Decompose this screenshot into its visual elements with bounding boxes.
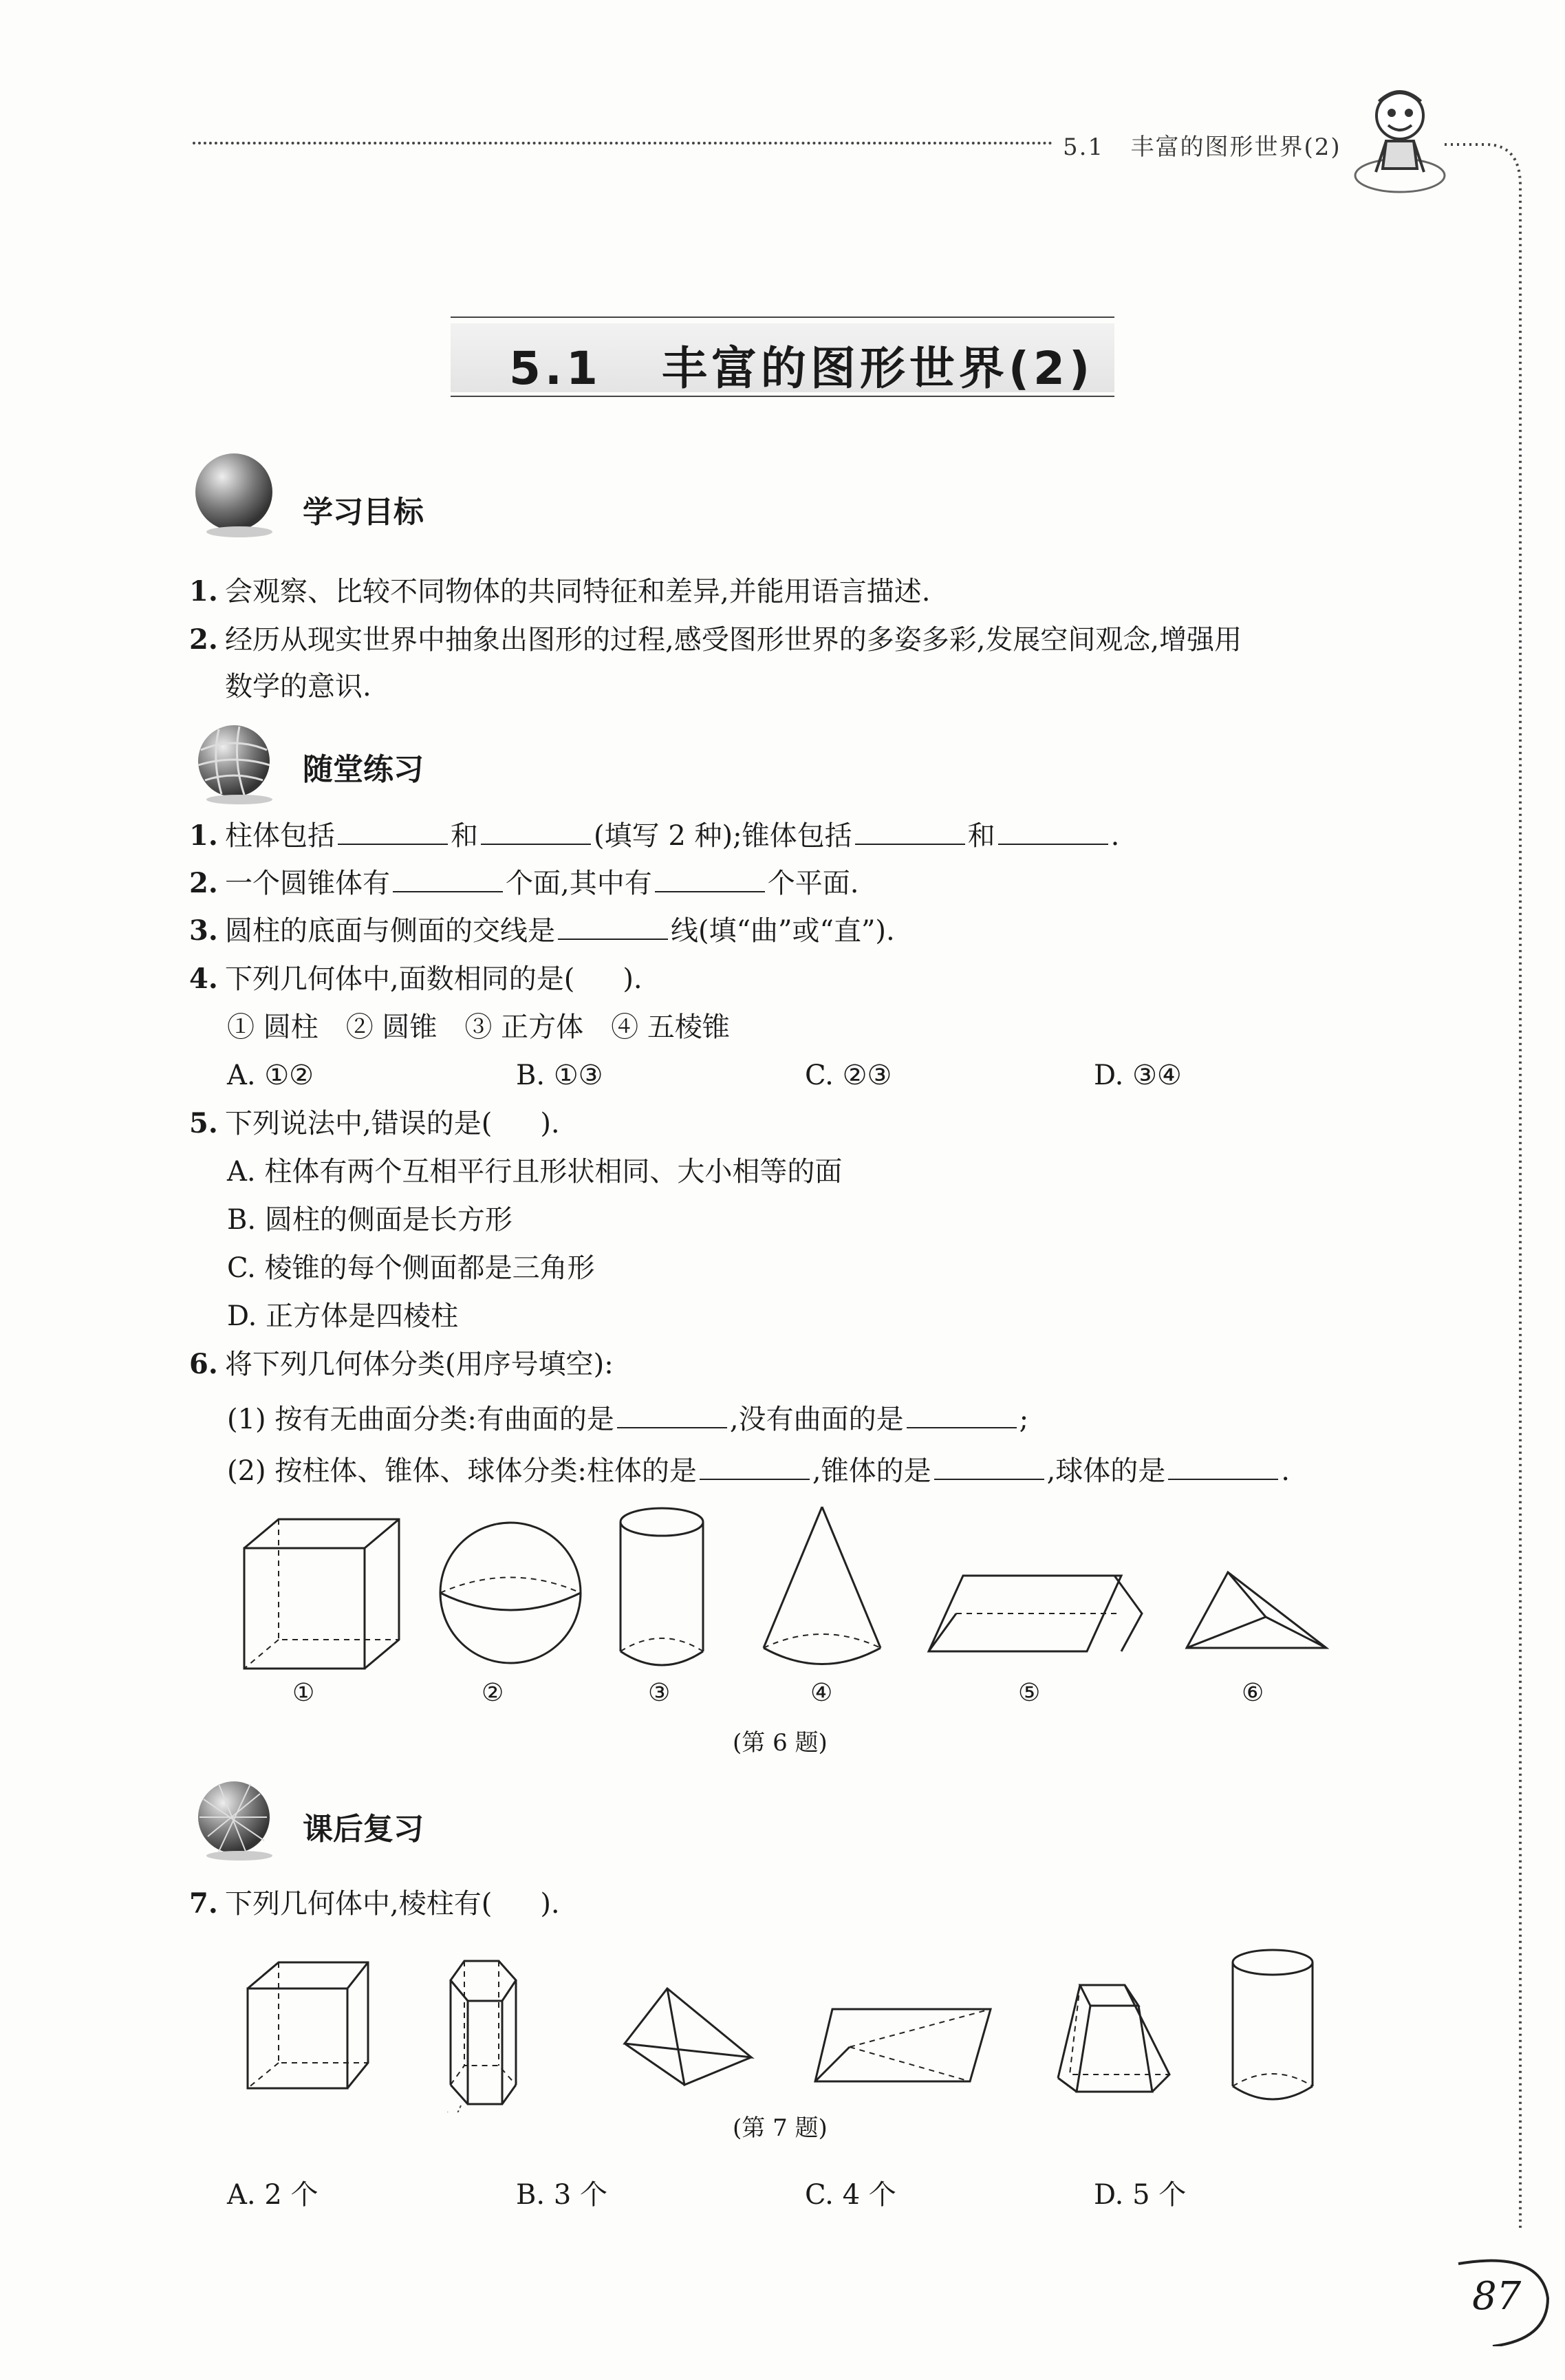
q6-p2-text-d: .	[1281, 1455, 1291, 1487]
q6-p1-blank-1[interactable]	[617, 1400, 727, 1428]
q6-triangular-pyramid	[1187, 1572, 1326, 1648]
q2-blank-1[interactable]	[393, 864, 503, 892]
q4-option-d[interactable]: D. ③④	[1094, 1060, 1182, 1091]
q6-label-5: ⑤	[1018, 1679, 1041, 1707]
q6-p1-text-b: ,没有曲面的是	[729, 1404, 904, 1435]
q6-p2-text-b: ,锥体的是	[812, 1455, 931, 1487]
q2-text-a: 一个圆锥体有	[225, 868, 390, 899]
q6-label-6: ⑥	[1242, 1679, 1264, 1707]
q1-blank-1[interactable]	[338, 816, 448, 845]
globe-icon	[191, 451, 281, 540]
q5-stem-end: ).	[540, 1108, 560, 1139]
q6-label-1: ①	[292, 1679, 315, 1707]
q6-label-2: ②	[482, 1679, 504, 1707]
q3-text-a: 圆柱的底面与侧面的交线是	[225, 915, 555, 947]
q1-text-a: 柱体包括	[225, 820, 335, 852]
question-4	[189, 958, 643, 1000]
question-6	[189, 1344, 614, 1385]
q6-cube	[244, 1519, 399, 1669]
q6-p2-blank-1[interactable]	[700, 1451, 810, 1480]
q7-caption: (第 7 题)	[733, 2114, 828, 2142]
q4-number: 4.	[189, 963, 218, 995]
q7-option-b[interactable]: B. 3 个	[516, 2179, 607, 2211]
goal-item-1	[189, 571, 930, 612]
question-1	[189, 815, 1119, 857]
q6-stem: 将下列几何体分类(用序号填空):	[225, 1349, 614, 1380]
question-5	[189, 1103, 560, 1144]
goal-2-number: 2.	[189, 623, 218, 656]
q1-blank-4[interactable]	[998, 816, 1108, 845]
q5-option-c[interactable]: C. 棱锥的每个侧面都是三角形	[227, 1252, 595, 1284]
question-7	[189, 1883, 560, 1925]
header-section-title: 丰富的图形世界(2)	[1130, 133, 1341, 161]
q3-blank-1[interactable]	[558, 911, 668, 940]
globe-mesh-icon	[191, 1779, 281, 1861]
q2-text-b: 个面,其中有	[506, 868, 652, 899]
goal-item-2	[189, 619, 1242, 661]
q7-option-c[interactable]: C. 4 个	[805, 2179, 896, 2211]
q7-cube	[248, 1962, 368, 2088]
q5-option-a[interactable]: A. 柱体有两个互相平行且形状相同、大小相等的面	[227, 1156, 843, 1188]
q1-text-b: 和	[451, 820, 478, 852]
page-title	[509, 332, 1094, 397]
goal-1-number: 1.	[189, 575, 218, 608]
q1-text-e: .	[1110, 820, 1120, 852]
header-section-number: 5.1	[1063, 133, 1105, 161]
title-rule-top	[451, 317, 1114, 318]
q4-option-a[interactable]: A. ①②	[227, 1060, 314, 1091]
q2-number: 2.	[189, 867, 218, 899]
q6-triangular-prism	[929, 1576, 1142, 1651]
q6-label-4: ④	[810, 1679, 833, 1707]
q6-caption: (第 6 题)	[733, 1729, 828, 1757]
q7-hexagonal-prism	[447, 1961, 516, 2112]
q6-number: 6.	[189, 1348, 218, 1380]
q7-stem-end: ).	[540, 1888, 560, 1920]
q4-items: ① 圆柱 ② 圆锥 ③ 正方体 ④ 五棱锥	[227, 1011, 730, 1043]
section-review-label: 课后复习	[303, 1812, 424, 1847]
q2-blank-2[interactable]	[655, 864, 765, 892]
title-rule-bottom	[451, 396, 1114, 397]
q6-sphere	[440, 1523, 581, 1663]
q7-number: 7.	[189, 1887, 218, 1920]
q6-p2-blank-3[interactable]	[1168, 1451, 1278, 1480]
q1-number: 1.	[189, 819, 218, 852]
q7-triangular-prism	[815, 2009, 991, 2081]
q6-p1-blank-2[interactable]	[907, 1400, 1017, 1428]
q1-text-d: 和	[967, 820, 995, 852]
q1-text-c: (填写 2 种);锥体包括	[594, 820, 852, 852]
q3-text-b: 线(填“曲”或“直”).	[671, 915, 895, 947]
q7-frustum	[1058, 1985, 1169, 2092]
page-title-text: 丰富的图形世界(2)	[661, 342, 1094, 395]
q7-option-a[interactable]: A. 2 个	[227, 2179, 319, 2211]
header-running-title	[1063, 128, 1341, 162]
q4-option-b[interactable]: B. ①③	[516, 1060, 603, 1091]
q5-stem: 下列说法中,错误的是(	[225, 1108, 493, 1139]
q4-stem-end: ).	[623, 963, 643, 995]
q6-label-3: ③	[648, 1679, 671, 1707]
q6-cone	[764, 1507, 881, 1664]
page-title-number: 5.1	[509, 342, 602, 395]
section-practice-label: 随堂练习	[303, 752, 424, 787]
q6-figures	[227, 1500, 1362, 1679]
q7-option-d[interactable]: D. 5 个	[1094, 2179, 1187, 2211]
header-dotted-curve	[1445, 131, 1534, 2264]
q7-stem: 下列几何体中,棱柱有(	[225, 1888, 493, 1920]
q6-part-1	[227, 1399, 1028, 1440]
header-dotted-rule	[193, 142, 1053, 144]
q4-stem: 下列几何体中,面数相同的是(	[225, 963, 575, 995]
q5-option-d[interactable]: D. 正方体是四棱柱	[227, 1300, 459, 1332]
q6-part-2	[227, 1450, 1290, 1492]
q6-p1-text-c: ;	[1019, 1404, 1029, 1435]
q6-p2-text-c: ,球体的是	[1046, 1455, 1166, 1487]
q3-number: 3.	[189, 914, 218, 947]
goal-2-text: 经历从现实世界中抽象出图形的过程,感受图形世界的多姿多彩,发展空间观念,增强用	[225, 624, 1242, 656]
q6-p1-text-a: (1) 按有无曲面分类:有曲面的是	[227, 1404, 614, 1435]
page-number: 87	[1472, 2274, 1522, 2319]
q1-blank-3[interactable]	[855, 816, 965, 845]
q5-option-b[interactable]: B. 圆柱的侧面是长方形	[227, 1204, 512, 1236]
q7-figures	[227, 1940, 1362, 2112]
mascot-icon	[1348, 83, 1451, 200]
goal-1-text: 会观察、比较不同物体的共同特征和差异,并能用语言描述.	[225, 576, 931, 608]
q2-text-c: 个平面.	[767, 868, 859, 899]
question-2	[189, 863, 859, 904]
section-goals-label: 学习目标	[303, 495, 424, 530]
q6-cylinder	[620, 1508, 703, 1665]
q7-cylinder	[1233, 1950, 1313, 2099]
q6-p2-blank-2[interactable]	[934, 1451, 1044, 1480]
q4-option-c[interactable]: C. ②③	[805, 1060, 892, 1091]
q5-number: 5.	[189, 1107, 218, 1139]
goal-item-2-cont: 数学的意识.	[225, 671, 371, 703]
question-3	[189, 910, 895, 952]
globe-grid-icon	[191, 722, 281, 805]
q1-blank-2[interactable]	[481, 816, 591, 845]
q6-p2-text-a: (2) 按柱体、锥体、球体分类:柱体的是	[227, 1455, 697, 1487]
q7-triangular-pyramid	[625, 1988, 751, 2085]
